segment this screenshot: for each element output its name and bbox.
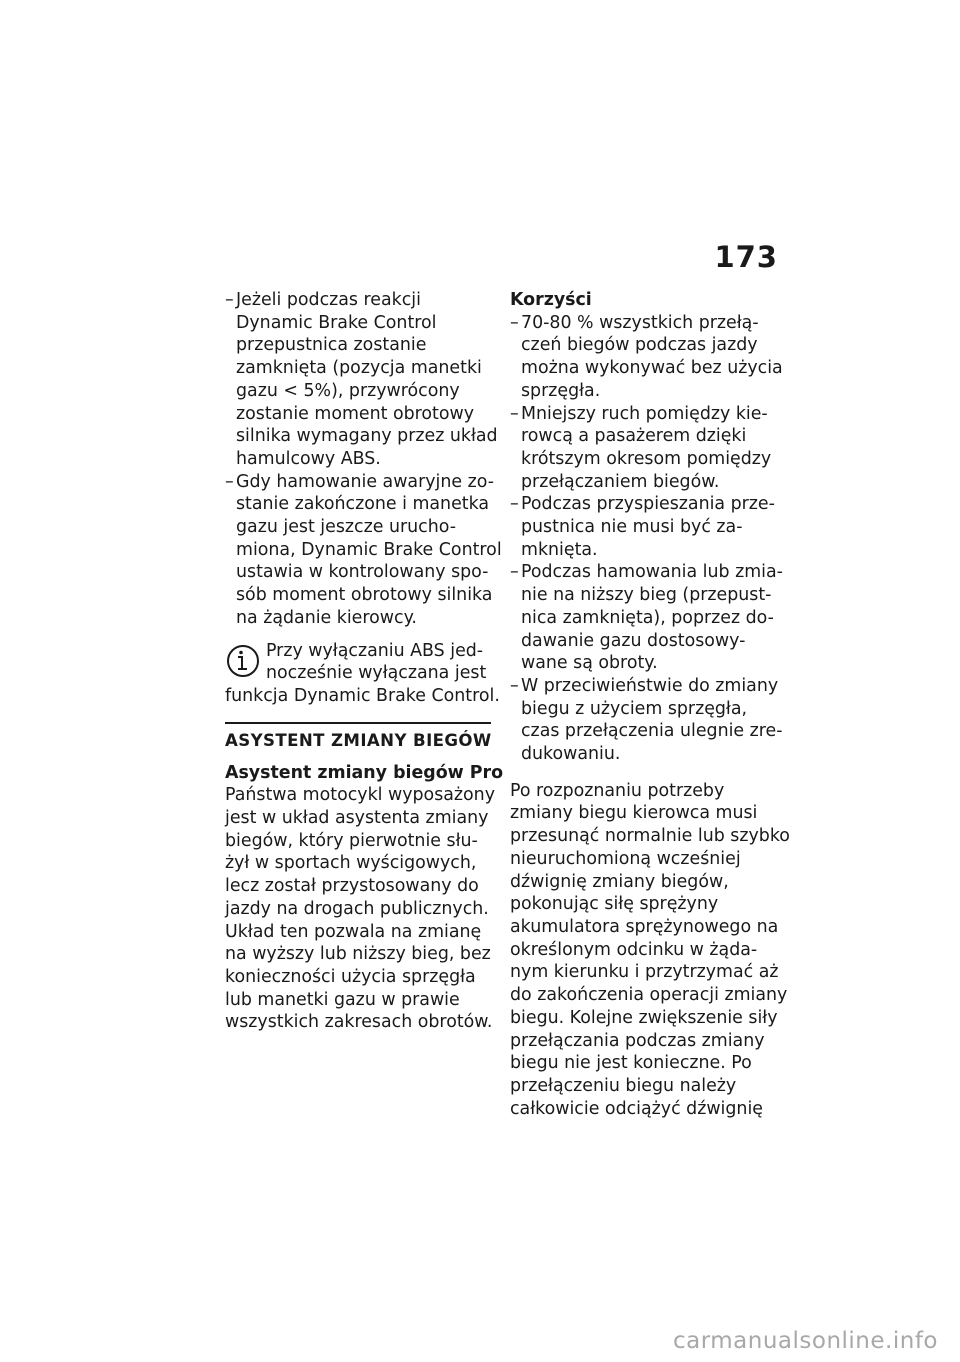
list-item-line: sprzęgła. xyxy=(521,380,601,401)
page-number: 173 xyxy=(714,240,778,274)
list-dash: – xyxy=(510,494,519,515)
list-item-line: pustnica nie musi być za- xyxy=(521,517,743,538)
list-item-line: krótszym okresom pomiędzy xyxy=(521,448,772,469)
list-item-line: dawanie gazu dostosowy- xyxy=(521,630,746,651)
list-item-line: czas przełączenia ulegnie zre- xyxy=(521,721,783,742)
paragraph-line: żył w sportach wyścigowych, xyxy=(225,853,477,874)
list-item-line: stanie zakończone i manetka xyxy=(236,494,490,515)
left-column xyxy=(225,289,504,1034)
paragraph-line: zmiany biegu kierowca musi xyxy=(510,803,758,824)
note-line: nocześnie wyłączana jest xyxy=(266,663,487,684)
paragraph-line: nieuruchomioną wcześniej xyxy=(510,848,741,869)
list-item xyxy=(510,493,785,561)
paragraph-line: przełączeniu biegu należy xyxy=(510,1075,737,1096)
list-item-line: wane są obroty. xyxy=(521,653,658,674)
paragraph-line: biegów, który pierwotnie słu- xyxy=(225,830,478,851)
paragraph-line: jest w układ asystenta zmiany xyxy=(225,808,489,829)
list-item-line: Mniejszy ruch pomiędzy kie- xyxy=(521,403,768,424)
section-divider xyxy=(225,722,491,724)
list-item-line: Dynamic Brake Control xyxy=(236,312,437,333)
list-item-line: hamulcowy ABS. xyxy=(236,448,381,469)
list-dash: – xyxy=(510,562,519,583)
paragraph-line: przełączania podczas zmiany xyxy=(510,1030,765,1051)
list-item xyxy=(510,561,785,675)
list-dash: – xyxy=(225,290,234,310)
list-item-line: przepustnica zostanie xyxy=(236,335,427,356)
list-dash: – xyxy=(225,471,234,492)
list-item-line: gazu < 5%), przywrócony xyxy=(236,380,460,401)
info-note xyxy=(225,640,500,708)
list-item-line: 70-80 % wszystkich przełą- xyxy=(521,312,759,333)
list-item-line: Podczas hamowania lub zmia- xyxy=(521,562,783,583)
watermark: carmanualsonline.info xyxy=(672,1328,938,1354)
list-item-line: Gdy hamowanie awaryjne zo- xyxy=(236,471,494,492)
paragraph-line: na wyższy lub niższy bieg, bez xyxy=(225,944,491,965)
list-item-line: gazu jest jeszcze urucho- xyxy=(236,517,456,538)
list-item-line: można wykonywać bez użycia xyxy=(521,358,783,379)
right-column xyxy=(510,289,790,1120)
list-item-line: na żądanie kierowcy. xyxy=(236,607,417,628)
paragraph-line: pokonując siłę sprężyny xyxy=(510,894,719,915)
list-item-line: czeń biegów podczas jazdy xyxy=(521,335,758,356)
note-line: Przy wyłączaniu ABS jed- xyxy=(266,640,484,661)
list-item-line: zamknięta (pozycja manetki xyxy=(236,358,482,379)
list-item-line: silnika wymagany przez układ xyxy=(236,426,498,447)
benefits-heading: Korzyści xyxy=(510,290,592,310)
paragraph-line: wszystkich zakresach obrotów. xyxy=(225,1012,493,1033)
paragraph-line: Układ ten pozwala na zmianę xyxy=(225,921,482,942)
paragraph-line: biegu nie jest konieczne. Po xyxy=(510,1053,752,1074)
paragraph-line: konieczności użycia sprzęgła xyxy=(225,966,476,987)
section-heading: ASYSTENT ZMIANY BIEGÓW xyxy=(225,730,492,750)
list-item-line: Podczas przyspieszania prze- xyxy=(521,494,775,515)
list-item-line: W przeciwieństwie do zmiany xyxy=(521,675,779,696)
list-item xyxy=(510,312,785,403)
paragraph-line: akumulatora sprężynowego na xyxy=(510,916,779,937)
list-item-line: mknięta. xyxy=(521,539,598,560)
paragraph-line: jazdy na drogach publicznych. xyxy=(225,898,489,919)
list-item-line: zostanie moment obrotowy xyxy=(236,403,475,424)
list-item-line: nica zamknięta), poprzez do- xyxy=(521,607,774,628)
paragraph-line: całkowicie odciążyć dźwignię xyxy=(510,1098,763,1119)
paragraph-line: lecz został przystosowany do xyxy=(225,876,479,897)
list-item-line: Jeżeli podczas reakcji xyxy=(236,290,421,310)
list-item-line: nie na niższy bieg (przepust- xyxy=(521,585,772,606)
list-item-line: ustawia w kontrolowany spo- xyxy=(236,562,489,583)
list-item-line: miona, Dynamic Brake Control xyxy=(236,539,502,560)
sub-heading: Asystent zmiany biegów Pro xyxy=(225,762,504,783)
list-item-line: rowcą a pasażerem dzięki xyxy=(521,426,747,447)
list-item xyxy=(510,403,785,494)
paragraph-line: Po rozpoznaniu potrzeby xyxy=(510,780,725,801)
paragraph-line: lub manetki gazu w prawie xyxy=(225,989,460,1010)
list-dash: – xyxy=(510,675,519,696)
paragraph-line: Państwa motocykl wyposażony xyxy=(225,785,495,806)
list-dash: – xyxy=(510,312,519,333)
list-item xyxy=(510,675,785,766)
left-bullet-list xyxy=(225,289,502,630)
left-paragraph xyxy=(225,784,495,1034)
list-item xyxy=(225,471,502,630)
paragraph-line: biegu. Kolejne zwiększenie siły xyxy=(510,1007,778,1028)
paragraph-line: określonym odcinku w żąda- xyxy=(510,939,758,960)
list-dash: – xyxy=(510,403,519,424)
right-paragraph xyxy=(510,780,790,1121)
list-item-line: sób moment obrotowy silnika xyxy=(236,585,493,606)
paragraph-line: dźwignię zmiany biegów, xyxy=(510,871,729,892)
right-bullet-list xyxy=(510,312,785,766)
list-item xyxy=(225,289,498,471)
note-line: funkcja Dynamic Brake Control. xyxy=(225,685,500,706)
paragraph-line: przesunąć normalnie lub szybko xyxy=(510,826,790,847)
info-icon xyxy=(225,643,261,679)
list-item-line: przełączaniem biegów. xyxy=(521,471,720,492)
paragraph-line: nym kierunku i przytrzymać aż xyxy=(510,962,779,983)
paragraph-line: do zakończenia operacji zmiany xyxy=(510,985,788,1006)
list-item-line: dukowaniu. xyxy=(521,744,621,765)
list-item-line: biegu z użyciem sprzęgła, xyxy=(521,698,748,719)
